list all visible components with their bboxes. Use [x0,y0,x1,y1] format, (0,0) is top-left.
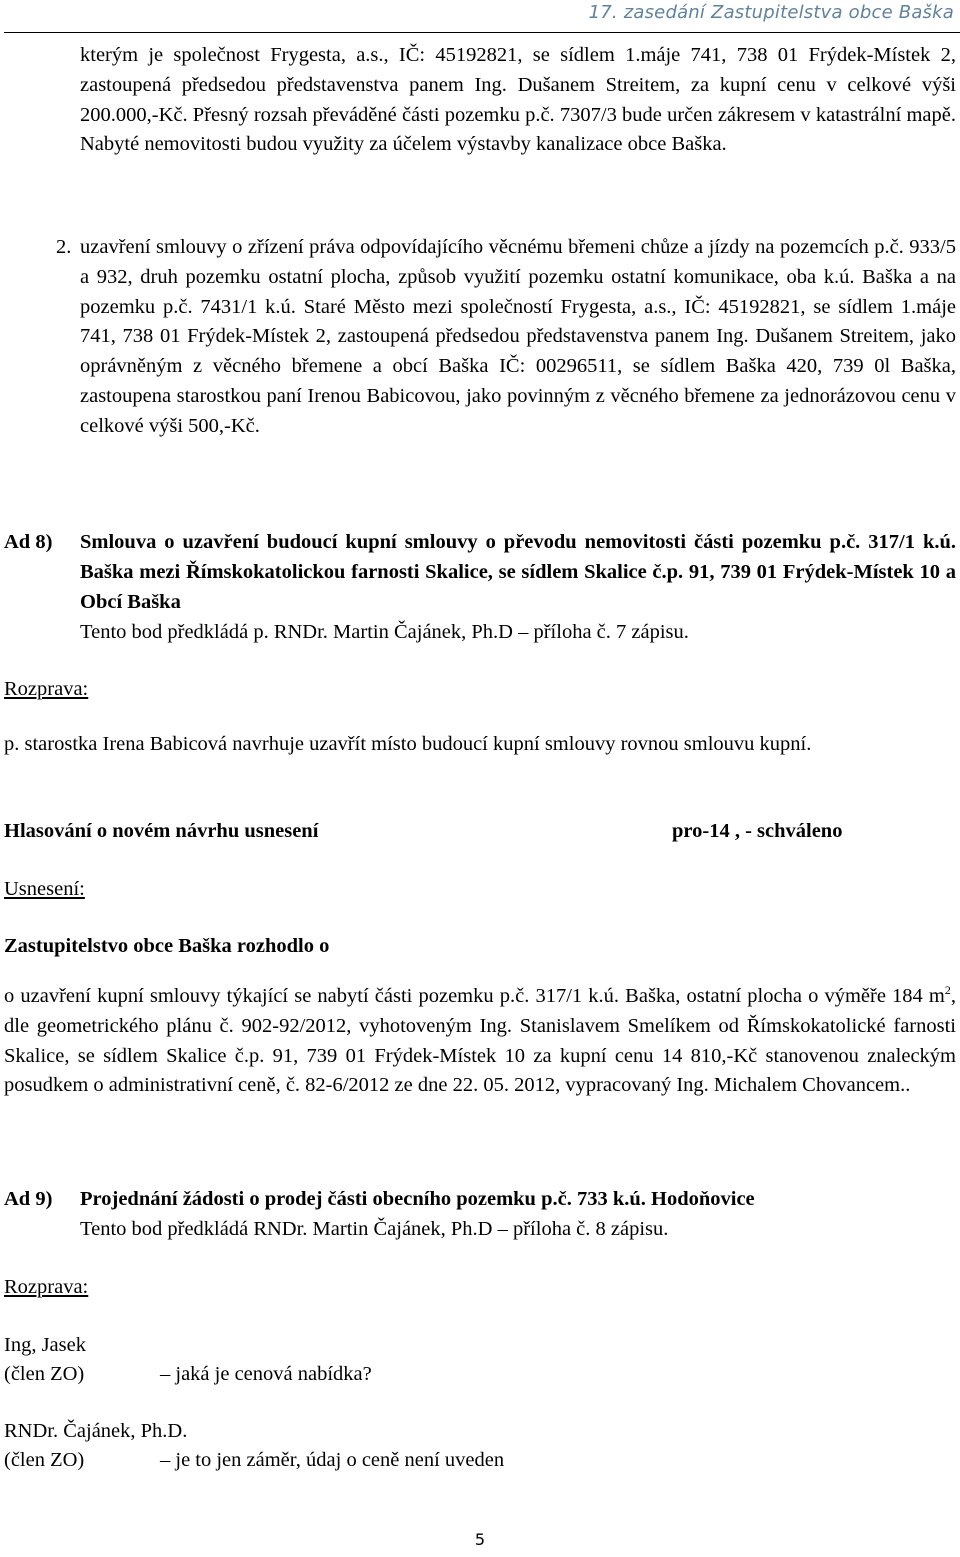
header-divider [4,32,960,33]
ad8-decision-heading: Zastupitelstvo obce Baška rozhodlo o [4,935,330,957]
ad8-discussion-text: p. starostka Irena Babicová navrhuje uzavřít místo budoucí kupní smlouvy rovnou smlouvu kupní. [4,733,812,755]
speaker2-text: – je to jen záměr, údaj o ceně není uveden [160,1449,505,1471]
document-header: 17. zasedání Zastupitelstva obce Baška [588,2,954,23]
page-number: 5 [474,1530,486,1549]
item2-text: uzavření smlouvy o zřízení práva odpovídajícího věcnému břemeni chůze a jízdy na pozemcích p.č. 933/5 a 932, druh pozemku ostatní plocha, způsob využití pozemku ostatní komunikace, oba k.ú. Baška a na pozemku p.č. 7431/1 k.ú. Staré Město mezi společností Frygesta, a.s., IČ: 45192821, se sídlem 1.máje 741, 738 01 Frýdek-Místek 2, zastoupená předsedou představenstva panem Ing. Dušanem Streitem, jako oprávněným z věcného břemene a obcí Baška IČ: 00296511, se sídlem Baška 420, 739 0l Baška, zastoupena starostkou paní Irenou Babicovou, jako povinným z věcného břemene za jednorázovou cenu v celkové výši 500,-Kč. [80,236,956,437]
ad9-discussion-label: Rozprava: [4,1276,89,1298]
ad8-resolution-label: Usnesení: [4,878,85,900]
speaker1-name: Ing, Jasek [4,1334,86,1356]
area-unit-superscript: 2 [944,983,951,998]
ad8-vote-label: Hlasování o novém návrhu usnesení [4,820,319,842]
ad8-vote-result: pro-14 , - schváleno [672,820,843,842]
speaker2-role: (člen ZO) [4,1449,85,1471]
ad8-decision-text [4,982,956,1101]
speaker1-text: – jaká je cenová nabídka? [160,1363,372,1385]
speaker1-role: (člen ZO) [4,1363,85,1385]
ad8-presenter: Tento bod předkládá p. RNDr. Martin Čajánek, Ph.D – příloha č. 7 zápisu. [80,621,689,643]
ad8-body [80,527,956,647]
decision-text-part2: , dle geometrického plánu č. 902-92/2012, vyhotoveným Ing. Stanislavem Smelíkem od Římskokatolické farnosti Skalice, se sídlem Skalice č.p. 91, 739 01 Frýdek-Místek 10 za kupní cenu 14 810,-Kč stanovenou znaleckým posudkem o administrativní ceně, č. 82-6/2012 ze dne 22. 05. 2012, vypracovaný Ing. Michalem Chovancem.. [4,985,956,1097]
ad9-label: Ad 9) [4,1188,53,1210]
item1-continuation: kterým je společnost Frygesta, a.s., IČ: 45192821, se sídlem 1.máje 741, 738 01 Frýdek-Místek 2, zastoupená předsedou představenstva panem Ing. Dušanem Streitem, za kupní cenu v celkové výši 200.000,-Kč. Přesný rozsah převáděné části pozemku p.č. 7307/3 bude určen zákresem v katastrální mapě. Nabyté nemovitosti budou využity za účelem výstavby kanalizace obce Baška. [80,44,956,156]
speaker2-name: RNDr. Čajánek, Ph.D. [4,1420,188,1442]
item2-paragraph [56,233,956,442]
ad8-discussion-label: Rozprava: [4,678,89,700]
ad8-label: Ad 8) [4,531,53,553]
ad9-body [80,1184,956,1244]
ad9-title: Projednání žádosti o prodej části obecního pozemku p.č. 733 k.ú. Hodoňovice [80,1188,755,1210]
decision-text-part1: o uzavření kupní smlouvy týkající se nabytí části pozemku p.č. 317/1 k.ú. Baška, ostatní plocha o výměře 184 m [4,985,945,1007]
ad9-presenter: Tento bod předkládá RNDr. Martin Čajánek, Ph.D – příloha č. 8 zápisu. [80,1218,669,1240]
item2-number: 2. [56,236,72,258]
ad8-title: Smlouva o uzavření budoucí kupní smlouvy o převodu nemovitosti části pozemku p.č. 317/1 k.ú. Baška mezi Římskokatolickou farnosti Skalice, se sídlem Skalice č.p. 91, 739 01 Frýdek-Místek 10 a Obcí Baška [80,531,956,613]
